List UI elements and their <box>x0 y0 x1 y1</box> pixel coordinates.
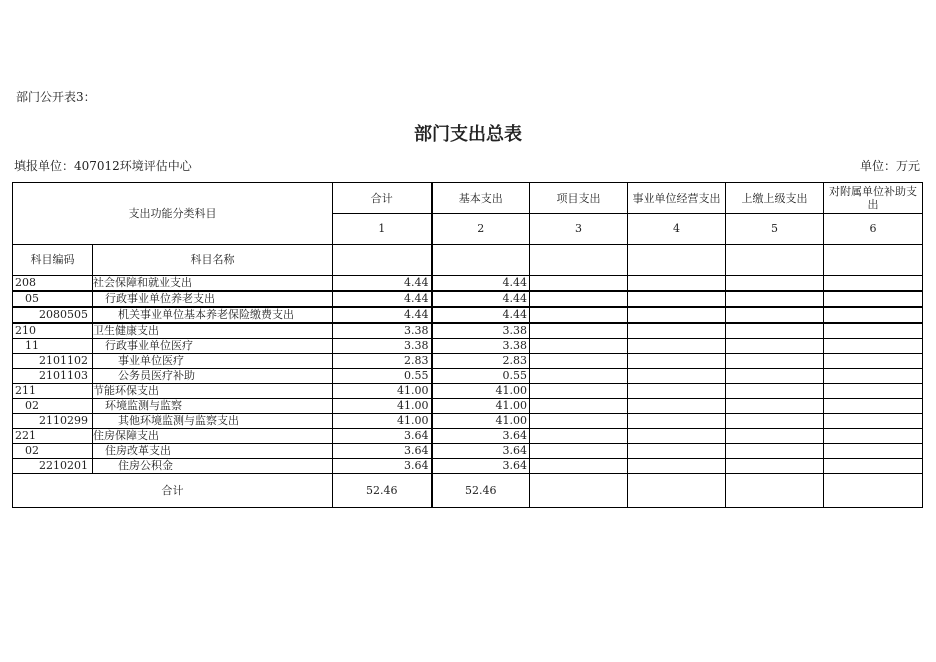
row-basic: 4.44 <box>432 307 530 323</box>
row-upper <box>726 291 824 307</box>
row-subsidy <box>824 291 923 307</box>
row-subsidy <box>824 399 923 414</box>
row-business <box>628 276 726 292</box>
row-subsidy <box>824 323 923 339</box>
table-row <box>13 354 923 369</box>
row-code: 211 <box>13 384 93 399</box>
row-basic: 4.44 <box>432 276 530 292</box>
row-project <box>530 354 628 369</box>
row-code: 2210201 <box>13 459 93 474</box>
row-project <box>530 369 628 384</box>
row-upper <box>726 444 824 459</box>
row-project <box>530 414 628 429</box>
row-code: 02 <box>13 444 93 459</box>
row-total: 3.64 <box>333 444 432 459</box>
row-name: 住房公积金 <box>93 459 333 474</box>
row-upper <box>726 276 824 292</box>
row-project <box>530 291 628 307</box>
row-upper <box>726 414 824 429</box>
header-num-6: 6 <box>824 214 923 245</box>
row-basic: 3.64 <box>432 459 530 474</box>
row-subsidy <box>824 414 923 429</box>
row-name: 环境监测与监察 <box>93 399 333 414</box>
row-total: 3.38 <box>333 323 432 339</box>
table-row <box>13 459 923 474</box>
row-upper <box>726 323 824 339</box>
row-total: 4.44 <box>333 307 432 323</box>
header-num-5: 5 <box>726 214 824 245</box>
table-row <box>13 384 923 399</box>
table-row <box>13 276 923 292</box>
row-project <box>530 429 628 444</box>
row-code: 2101102 <box>13 354 93 369</box>
row-upper <box>726 429 824 444</box>
header-num-3: 3 <box>530 214 628 245</box>
row-total: 0.55 <box>333 369 432 384</box>
row-name: 卫生健康支出 <box>93 323 333 339</box>
row-upper <box>726 354 824 369</box>
row-business <box>628 291 726 307</box>
row-business <box>628 354 726 369</box>
row-subsidy <box>824 429 923 444</box>
header-row-codes <box>13 245 923 276</box>
row-basic: 3.38 <box>432 339 530 354</box>
row-basic: 0.55 <box>432 369 530 384</box>
header-col-business: 事业单位经营支出 <box>628 183 726 214</box>
total-basic: 52.46 <box>432 474 530 508</box>
currency-unit: 单位：万元 <box>859 159 920 173</box>
header-num-1: 1 <box>333 214 432 245</box>
header-col-basic: 基本支出 <box>432 183 530 214</box>
row-business <box>628 339 726 354</box>
row-subsidy <box>824 276 923 292</box>
row-name: 事业单位医疗 <box>93 354 333 369</box>
row-basic: 41.00 <box>432 384 530 399</box>
row-business <box>628 369 726 384</box>
row-code: 2101103 <box>13 369 93 384</box>
row-code: 2110299 <box>13 414 93 429</box>
row-business <box>628 429 726 444</box>
row-upper <box>726 339 824 354</box>
row-total: 3.64 <box>333 429 432 444</box>
table-row <box>13 369 923 384</box>
row-subsidy <box>824 369 923 384</box>
row-basic: 3.64 <box>432 429 530 444</box>
row-name: 住房保障支出 <box>93 429 333 444</box>
table-row <box>13 444 923 459</box>
row-code: 11 <box>13 339 93 354</box>
row-basic: 3.38 <box>432 323 530 339</box>
header-col-subsidy: 对附属单位补助支出 <box>824 183 923 214</box>
row-code: 221 <box>13 429 93 444</box>
row-business <box>628 414 726 429</box>
header-row-labels <box>13 183 923 214</box>
total-label: 合计 <box>13 474 333 508</box>
row-total: 2.83 <box>333 354 432 369</box>
row-project <box>530 323 628 339</box>
row-total: 4.44 <box>333 291 432 307</box>
total-value: 52.46 <box>333 474 432 508</box>
row-project <box>530 384 628 399</box>
row-project <box>530 276 628 292</box>
row-subsidy <box>824 384 923 399</box>
header-num-2: 2 <box>432 214 530 245</box>
row-name: 节能环保支出 <box>93 384 333 399</box>
row-basic: 41.00 <box>432 414 530 429</box>
header-name: 科目名称 <box>93 245 333 276</box>
row-name: 机关事业单位基本养老保险缴费支出 <box>93 307 333 323</box>
table-row <box>13 414 923 429</box>
row-upper <box>726 459 824 474</box>
expenditure-table <box>12 182 923 508</box>
row-business <box>628 399 726 414</box>
row-upper <box>726 384 824 399</box>
row-business <box>628 384 726 399</box>
sheet-label: 部门公开表3： <box>16 90 96 104</box>
table-row <box>13 399 923 414</box>
header-col-total: 合计 <box>333 183 432 214</box>
row-project <box>530 307 628 323</box>
row-total: 4.44 <box>333 276 432 292</box>
row-basic: 41.00 <box>432 399 530 414</box>
row-code: 2080505 <box>13 307 93 323</box>
row-code: 208 <box>13 276 93 292</box>
header-category-group: 支出功能分类科目 <box>13 183 333 245</box>
row-total: 41.00 <box>333 384 432 399</box>
row-business <box>628 459 726 474</box>
row-business <box>628 307 726 323</box>
row-project <box>530 444 628 459</box>
table-row <box>13 339 923 354</box>
reporting-unit: 填报单位：407012环境评估中心 <box>14 159 192 173</box>
row-name: 住房改革支出 <box>93 444 333 459</box>
row-subsidy <box>824 354 923 369</box>
row-subsidy <box>824 444 923 459</box>
row-basic: 4.44 <box>432 291 530 307</box>
row-name: 行政事业单位养老支出 <box>93 291 333 307</box>
row-subsidy <box>824 307 923 323</box>
total-row <box>13 474 923 508</box>
row-total: 41.00 <box>333 399 432 414</box>
row-subsidy <box>824 459 923 474</box>
row-total: 3.38 <box>333 339 432 354</box>
row-project <box>530 339 628 354</box>
page-title: 部门支出总表 <box>414 124 522 145</box>
row-code: 02 <box>13 399 93 414</box>
row-code: 210 <box>13 323 93 339</box>
table-row <box>13 291 923 307</box>
table-row <box>13 307 923 323</box>
table-row <box>13 429 923 444</box>
row-total: 41.00 <box>333 414 432 429</box>
row-subsidy <box>824 339 923 354</box>
table-row <box>13 323 923 339</box>
header-num-4: 4 <box>628 214 726 245</box>
row-business <box>628 323 726 339</box>
row-total: 3.64 <box>333 459 432 474</box>
row-code: 05 <box>13 291 93 307</box>
row-business <box>628 444 726 459</box>
row-project <box>530 459 628 474</box>
row-upper <box>726 307 824 323</box>
row-name: 其他环境监测与监察支出 <box>93 414 333 429</box>
row-project <box>530 399 628 414</box>
header-col-upper: 上缴上级支出 <box>726 183 824 214</box>
row-basic: 2.83 <box>432 354 530 369</box>
row-name: 社会保障和就业支出 <box>93 276 333 292</box>
header-col-project: 项目支出 <box>530 183 628 214</box>
row-upper <box>726 399 824 414</box>
header-code: 科目编码 <box>13 245 93 276</box>
row-name: 行政事业单位医疗 <box>93 339 333 354</box>
row-basic: 3.64 <box>432 444 530 459</box>
row-upper <box>726 369 824 384</box>
row-name: 公务员医疗补助 <box>93 369 333 384</box>
